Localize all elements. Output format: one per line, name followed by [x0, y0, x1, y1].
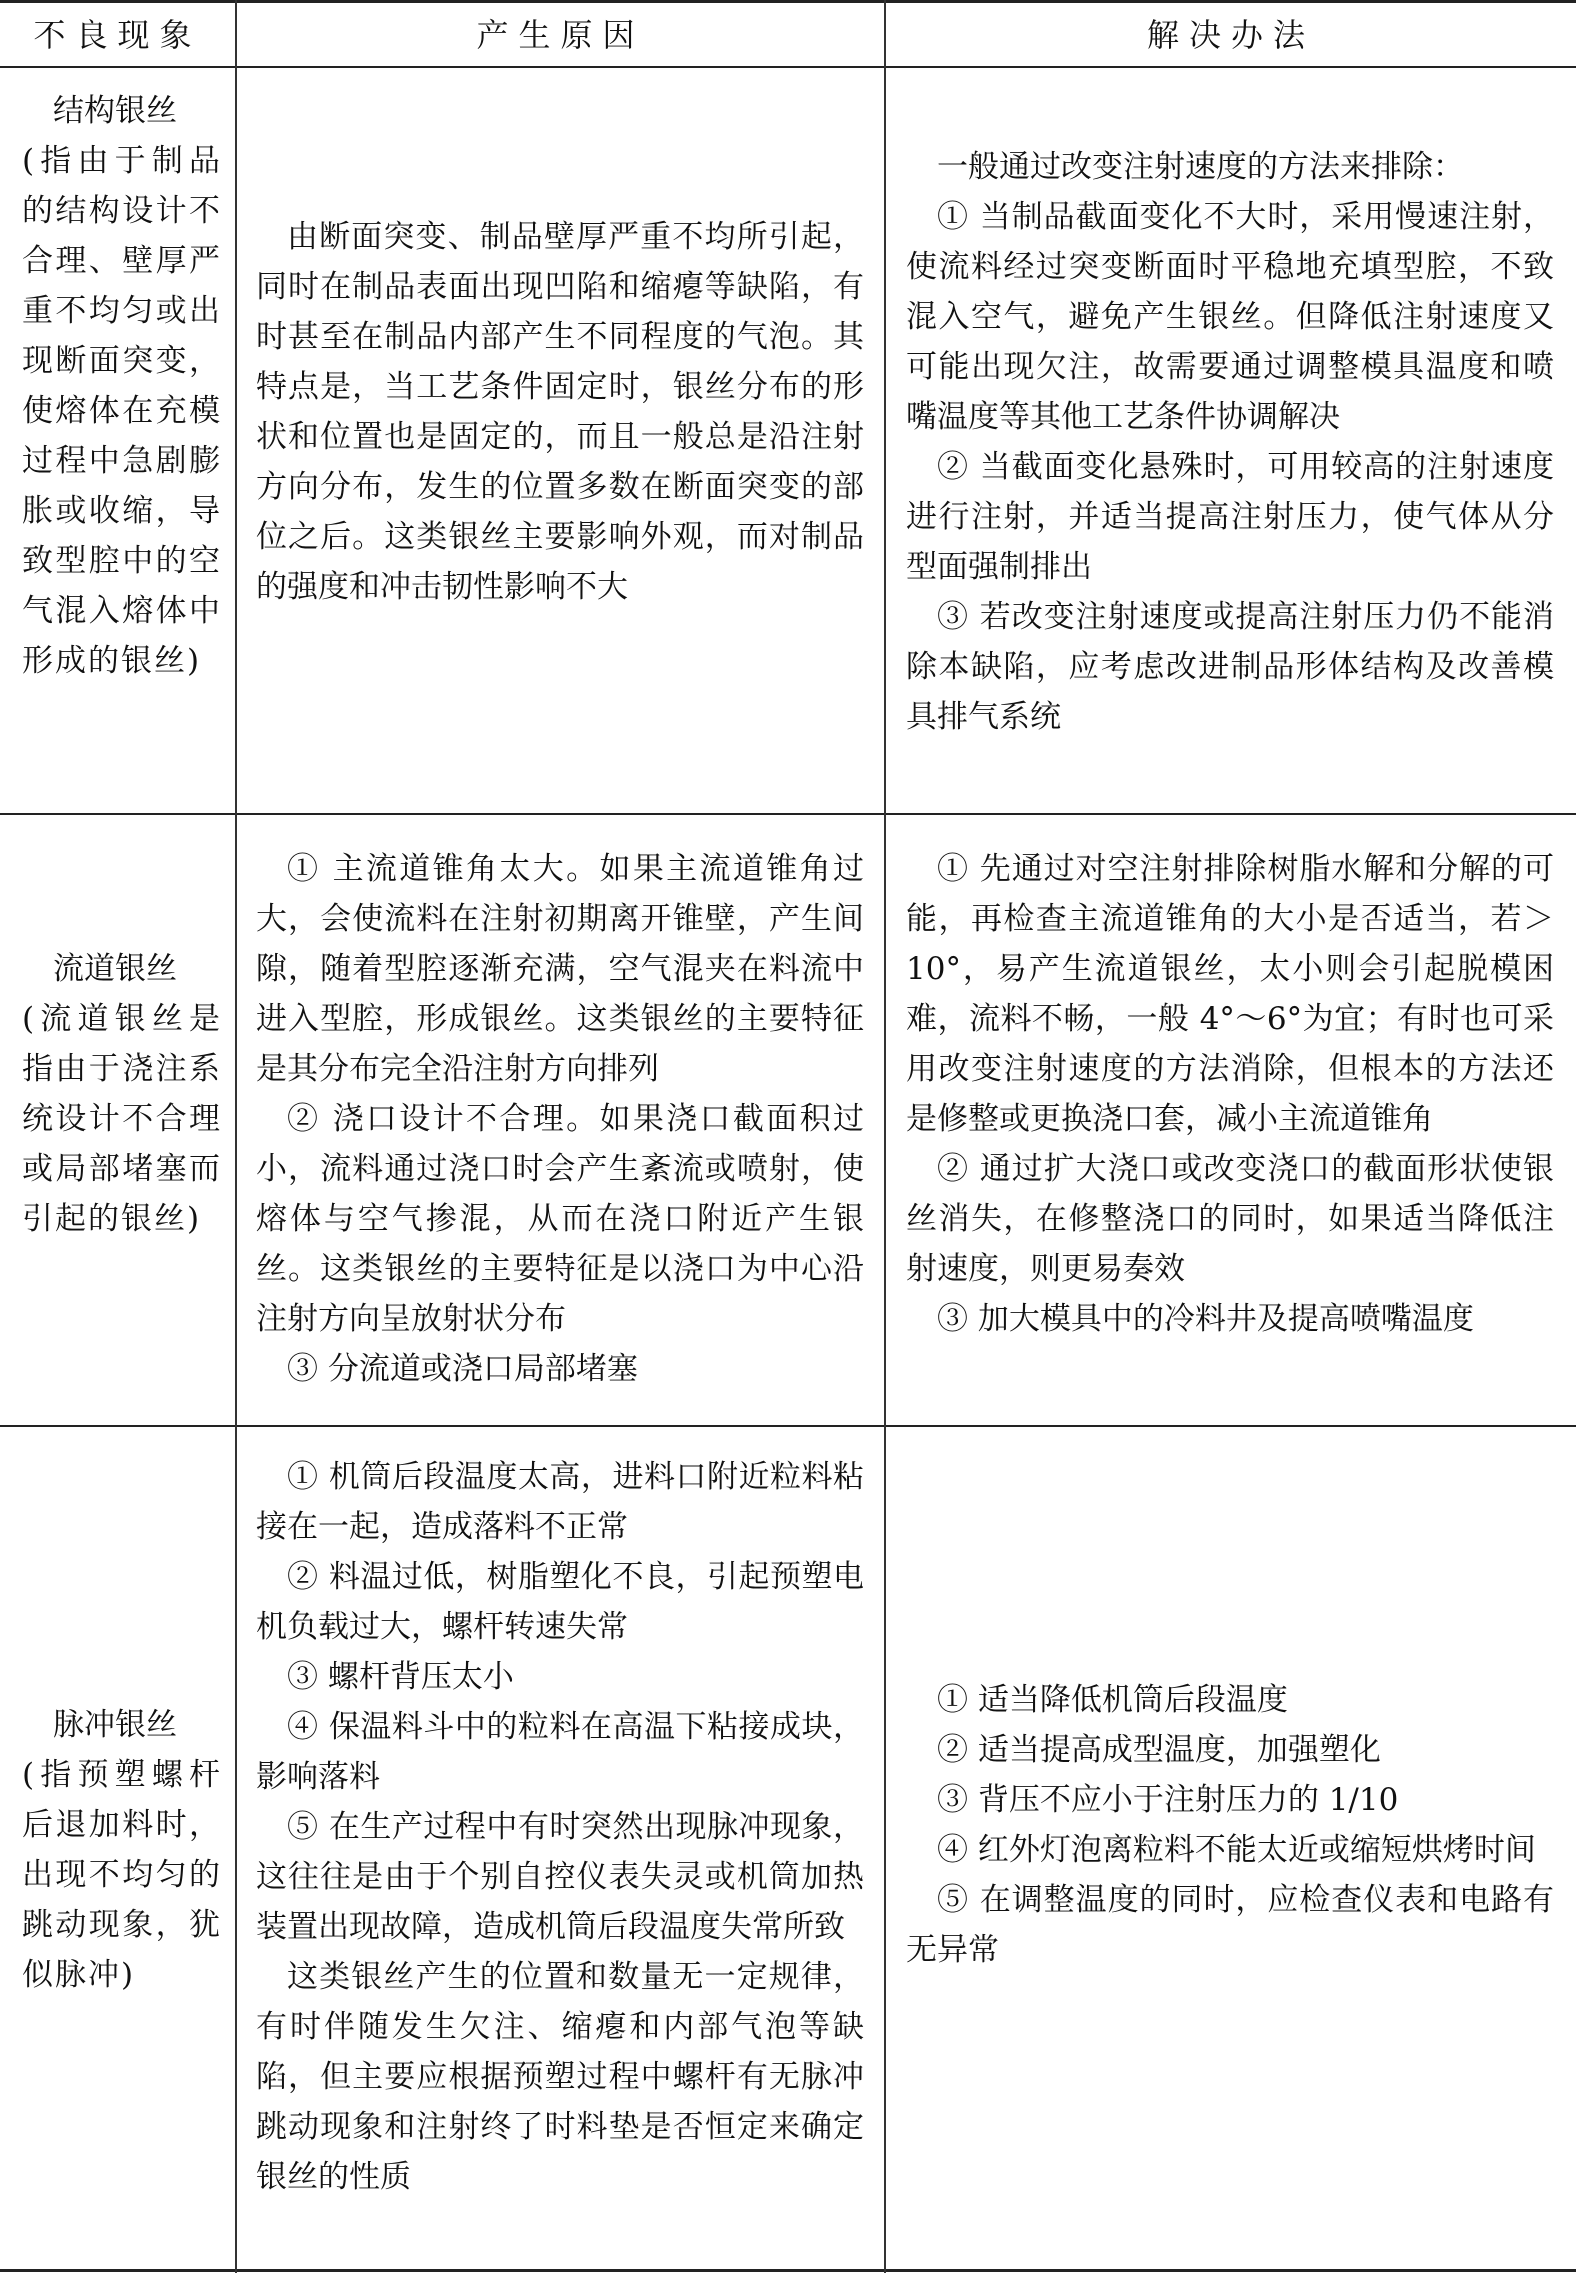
solution-paragraph: ④ 红外灯泡离粒料不能太近或缩短烘烤时间: [937, 1832, 1536, 1868]
phenomenon-desc: (指由于制品的结构设计不合理、壁厚严重不均匀或出现断面突变，使熔体在充模过程中急剧膨胀或收缩，导致型腔中的空气混入熔体中形成的银丝): [22, 143, 222, 679]
solution-paragraph: ② 适当提高成型温度，加强塑化: [937, 1732, 1381, 1768]
solution-paragraph: ③ 背压不应小于注射压力的 1/10: [937, 1782, 1399, 1818]
cause-paragraph: ① 主流道锥角太大。如果主流道锥角过大，会使流料在注射初期离开锥壁，产生间隙，随着型腔逐渐充满，空气混夹在料流中进入型腔，形成银丝。这类银丝的主要特征是其分布完全沿注射方向排列: [256, 851, 864, 1087]
solution-paragraph: ② 当截面变化悬殊时，可用较高的注射速度进行注射，并适当提高注射压力，使气体从分型面强制排出: [906, 449, 1554, 585]
table-row-2-solution: [886, 844, 1576, 1344]
table-row-3-phenomenon: [0, 1700, 236, 2000]
table-row-1-phenomenon: [0, 86, 236, 686]
header-cause: 产生原因: [476, 16, 645, 54]
solution-paragraph: ③ 若改变注射速度或提高注射压力仍不能消除本缺陷，应考虑改进制品形体结构及改善模具排气系统: [906, 599, 1554, 735]
phenomenon-title: 脉冲银丝: [53, 1707, 177, 1743]
header-solution: 解决办法: [1146, 16, 1315, 54]
phenomenon-title: 流道银丝: [53, 951, 177, 987]
solution-paragraph: ③ 加大模具中的冷料井及提高喷嘴温度: [937, 1301, 1474, 1337]
cause-paragraph: ⑤ 在生产过程中有时突然出现脉冲现象，这往往是由于个别自控仪表失灵或机筒加热装置出现故障，造成机筒后段温度失常所致: [256, 1809, 864, 1945]
solution-paragraph: 一般通过改变注射速度的方法来排除：: [937, 149, 1464, 185]
cause-paragraph: ③ 螺杆背压太小: [287, 1659, 514, 1695]
phenomenon-title: 结构银丝: [53, 93, 177, 129]
table-row-1-solution: [886, 142, 1576, 742]
table-row-3-solution: [886, 1675, 1576, 1975]
cause-paragraph: ① 机筒后段温度太高，进料口附近粒料粘接在一起，造成落料不正常: [256, 1459, 864, 1545]
table-row-1-cause: [238, 212, 884, 612]
phenomenon-desc: (流道银丝是指由于浇注系统设计不合理或局部堵塞而引起的银丝): [22, 1001, 222, 1237]
cause-paragraph: ② 浇口设计不合理。如果浇口截面积过小，流料通过浇口时会产生紊流或喷射，使熔体与空气掺混，从而在浇口附近产生银丝。这类银丝的主要特征是以浇口为中心沿注射方向呈放射状分布: [256, 1101, 864, 1337]
solution-paragraph: ① 先通过对空注射排除树脂水解和分解的可能，再检查主流道锥角的大小是否适当，若＞10°，易产生流道银丝，太小则会引起脱模困难，流料不畅，一般 4°～6°为宜；有时也可采用改变注射速度的方法消除，但根本的方法还是修整或更换浇口套，减小主流道锥角: [906, 851, 1554, 1137]
cause-paragraph: ④ 保温料斗中的粒料在高温下粘接成块，影响落料: [256, 1709, 864, 1795]
cause-paragraph: 这类银丝产生的位置和数量无一定规律，有时伴随发生欠注、缩瘪和内部气泡等缺陷，但主要应根据预塑过程中螺杆有无脉冲跳动现象和注射终了时料垫是否恒定来确定银丝的性质: [256, 1959, 864, 2195]
table-row-2-phenomenon: [0, 944, 236, 1244]
header-phenomenon: 不良现象: [33, 16, 202, 54]
solution-paragraph: ① 当制品截面变化不大时，采用慢速注射，使流料经过突变断面时平稳地充填型腔，不致混入空气，避免产生银丝。但降低注射速度又可能出现欠注，故需要通过调整模具温度和喷嘴温度等其他工艺条件协调解决: [906, 199, 1554, 435]
phenomenon-desc: (指预塑螺杆后退加料时，出现不均匀的跳动现象，犹似脉冲): [22, 1757, 222, 1993]
cause-paragraph: 由断面突变、制品壁厚严重不均所引起，同时在制品表面出现凹陷和缩瘪等缺陷，有时甚至在制品内部产生不同程度的气泡。其特点是，当工艺条件固定时，银丝分布的形状和位置也是固定的，而且一般总是沿注射方向分布，发生的位置多数在断面突变的部位之后。这类银丝主要影响外观，而对制品的强度和冲击韧性影响不大: [256, 219, 864, 605]
cause-paragraph: ② 料温过低，树脂塑化不良，引起预塑电机负载过大，螺杆转速失常: [256, 1559, 864, 1645]
cause-paragraph: ③ 分流道或浇口局部堵塞: [287, 1351, 638, 1387]
solution-paragraph: ① 适当降低机筒后段温度: [937, 1682, 1288, 1718]
table-row-2-cause: [238, 844, 884, 1394]
solution-paragraph: ⑤ 在调整温度的同时，应检查仪表和电路有无异常: [906, 1882, 1554, 1968]
table-row-3-cause: [238, 1452, 884, 2202]
solution-paragraph: ② 通过扩大浇口或改变浇口的截面形状使银丝消失，在修整浇口的同时，如果适当降低注射速度，则更易奏效: [906, 1151, 1554, 1287]
